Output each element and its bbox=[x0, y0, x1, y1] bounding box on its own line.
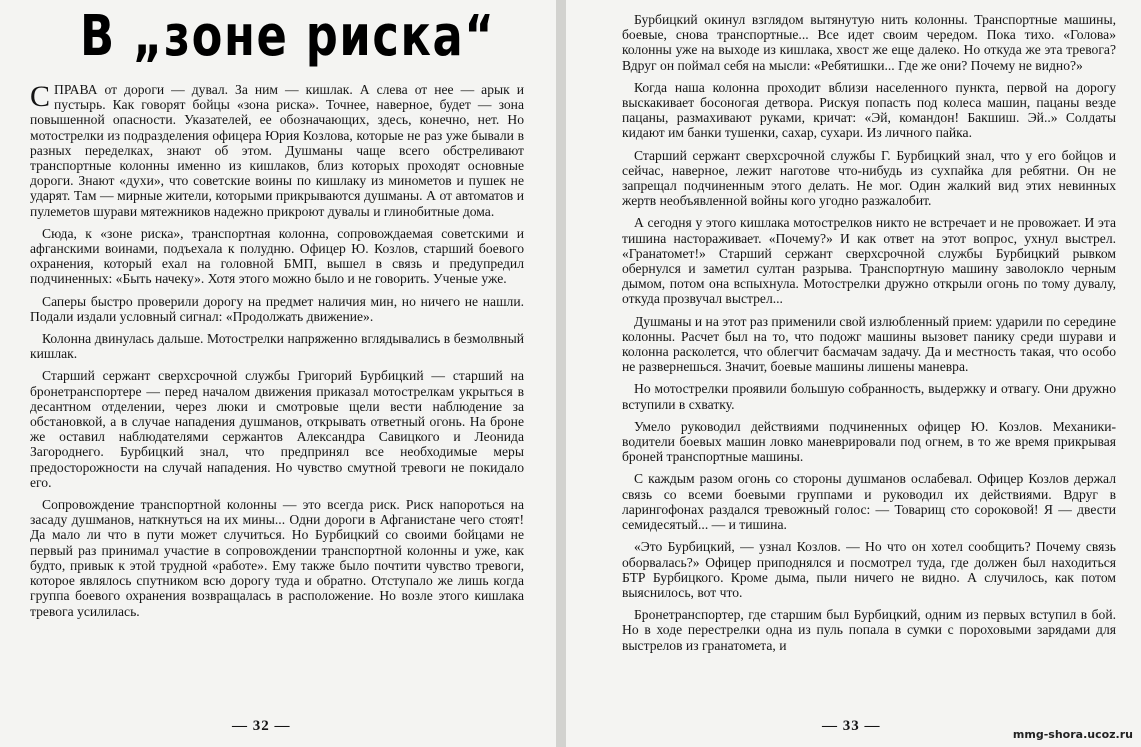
paragraph: Душманы и на этот раз применили свой излюбленный прием: ударили по середине колонны. Расчет был на то, что подожг машины вызовет панику среди шурави и колонна расколется, что облегчит басмачам задачу. Да и местность такая, что особо не развернешься. Значит, боевые машины лишены маневра. bbox=[622, 313, 1116, 375]
paragraph: Бронетранспортер, где старшим был Бурбицкий, одним из первых вступил в бой. Но в ходе перестрелки одна из пуль попала в сумки с пороховыми зарядами для выстрелов из гранатомета, и bbox=[622, 607, 1116, 653]
book-gutter bbox=[556, 0, 566, 747]
right-column bbox=[622, 12, 1116, 660]
watermark-url: mmg-shora.ucoz.ru bbox=[1012, 728, 1133, 741]
paragraph: Старший сержант сверхсрочной службы Г. Бурбицкий знал, что у его бойцов и сейчас, наверное, лежит наготове что-нибудь из сухпайка для ребятни. Он не запрещал подчиненным этого делать. Не мог. Один жалкий вид этих невинных жертв необъявленной войны кого угодно разжалобит. bbox=[622, 147, 1116, 209]
right-page bbox=[566, 0, 1141, 747]
left-page bbox=[0, 0, 556, 747]
left-column bbox=[30, 82, 524, 626]
article-title: В „зоне риска“ bbox=[80, 4, 496, 69]
paragraph: Старший сержант сверхсрочной службы Григорий Бурбицкий — старший на бронетранспортере — перед началом движения приказал мотострелкам укрыться в десантном отделении, через люки и смотровые щели вести наблюдение за обстановкой, а в случае нападения душманов, открывать ответный огонь. На броне же оставил наблюдателями сержантов Александра Савицкого и Леонида Загороднего. Бурбицкий знал, что предпринял все необходимые меры предосторожности на случай нападения. Но чувство смутной тревоги не покидало его. bbox=[30, 368, 524, 490]
paragraph: А сегодня у этого кишлака мотострелков никто не встречает и не провожает. И эта тишина настораживает. «Почему?» И как ответ на этот вопрос, ухнул выстрел. «Гранатомет!» Старший сержант сверхсрочной службы Бурбицкий рывком обернулся и заметил султан разрыва. Транспортную машину заволокло черным дымом, потом она вспыхнула. Мотострелки дружно открыли огонь по тому дувалу, откуда прозвучал выстрел... bbox=[622, 215, 1116, 307]
paragraph: «Это Бурбицкий, — узнал Козлов. — Но что он хотел сообщить? Почему связь оборвалась?» Офицер приподнялся и посмотрел туда, где должен был находиться БТР Бурбицкого. Кроме дыма, пыли ничего не видно. А случилось, как потом выяснилось, вот что. bbox=[622, 539, 1116, 600]
paragraph: Когда наша колонна проходит вблизи населенного пункта, первой на дорогу выскакивает босоногая детвора. Рискуя попасть под колеса машин, пацаны везде пацаны, размахивают руками, кричат: «Эй, командон! Бакшиш. Эй..» Солдаты кидают им банки тушенки, сахар, сухари. Из личного пайка. bbox=[622, 79, 1116, 141]
paragraph: СПРАВА от дороги — дувал. За ним — кишлак. А слева от нее — арык и пустырь. Как говорят бойцы «зона риска». Точнее, наверное, будет — зона повышенной опасности. Указателей, ее обозначающих, здесь, конечно, нет. Но мотострелки из подразделения офицера Юрия Козлова, которые не раз уже бывали в разных переделках, знают об этом. Душманы чаще всего обстреливают транспортные колонны именно из кишлаков, близ которых проходят основные дороги. Знают «духи», что советские воины по кишлаку из минометов и пушек не ударят. Там — мирные жители, которыми прикрываются душманы. А от автоматов и пулеметов шурави мятежников надежно прикроют дувалы и глинобитные дома. bbox=[30, 80, 524, 219]
paragraph: Колонна двинулась дальше. Мотострелки напряженно вглядывались в безмолвный кишлак. bbox=[30, 331, 524, 362]
paragraph: Сопровождение транспортной колонны — это всегда риск. Риск напороться на засаду душманов, наткнуться на их мины... Одни дороги в Афганистане чего стоят! Да мало ли что в пути может случиться. Но Бурбицкий со своими бойцами не первый раз принимал участие в сопровождении транспортной колонны и уже, как будто, привык к этой трудной «работе». Ему также было почтити чувство тревоги, которое являлось спутником всю дорогу туда и обратно. Отступало же лишь когда группа боевого охранения возвращалась в расположение. Но возле этого кишлака тревога усилилась. bbox=[30, 497, 524, 619]
paragraph: С каждым разом огонь со стороны душманов ослабевал. Офицер Козлов держал связь со всеми боевыми группами и руководил их действиями. Вдруг в ларингофонах раздался тревожный голос: — Товарищ сто сороковой! Я — двести семидесятый... — и тишина. bbox=[622, 471, 1116, 533]
paragraph: Но мотострелки проявили большую собранность, выдержку и отвагу. Они дружно вступили в схватку. bbox=[622, 381, 1116, 412]
paragraph: Бурбицкий окинул взглядом вытянутую нить колонны. Транспортные машины, боевые, снова транспортные... Все идет своим чередом. Пока тихо. «Голова» колонны уже на выходе из кишлака, хвост же еще далеко. Но откуда же эта тревога? Вдруг он поймал себя на мысли: «Ребятишки... Где же они? Почему не видно?» bbox=[622, 12, 1116, 73]
page-number: — 32 — bbox=[232, 718, 291, 734]
drop-cap: С bbox=[30, 80, 51, 113]
paragraph: Умело руководил действиями подчиненных офицер Ю. Козлов. Механики-водители боевых машин ловко маневрировали под огнем, в то же время прикрывая броней транспортные машины. bbox=[622, 418, 1116, 465]
page-number: — 33 — bbox=[822, 718, 881, 734]
paragraph: Сюда, к «зоне риска», транспортная колонна, сопровождаемая советскими и афганскими воинами, подъехала к полудню. Офицер Ю. Козлов, старший боевого охранения, который ехал на головной БМП, вышел в связь и предупредил подчиненных: «Быть начеку». Хотя этого можно было и не говорить. Ученые уже. bbox=[30, 225, 524, 287]
paragraph: Саперы быстро проверили дорогу на предмет наличия мин, но ничего не нашли. Подали издали условный сигнал: «Продолжать движение». bbox=[30, 293, 524, 324]
